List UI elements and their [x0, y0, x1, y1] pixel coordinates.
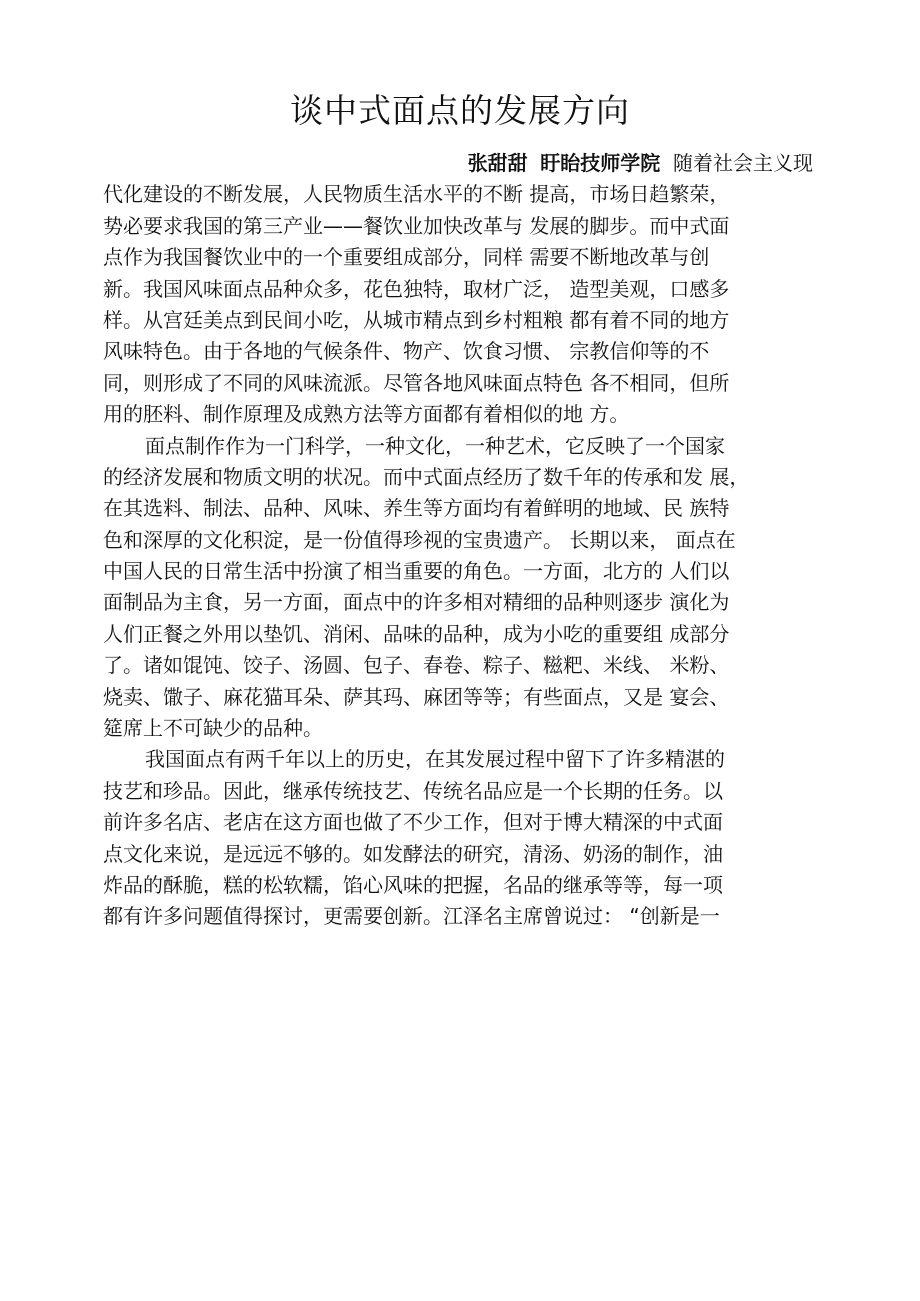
text-line: 筵席上不可缺少的品种。 [103, 716, 323, 741]
document-title: 谈中式面点的发展方向 [290, 91, 630, 130]
text-line: 炸品的酥脆，糕的松软糯，馅心风味的把握，名品的继承等等，每一项 [103, 872, 723, 897]
text-line: 人们正餐之外用以垫饥、消闲、品味的品种，成为小吃的重要组 成部分 [103, 621, 730, 646]
text-line: 点作为我国餐饮业中的一个重要组成部分，同样 需要不断地改革与创 [103, 245, 710, 270]
author-name: 张甜甜 [467, 151, 528, 175]
text-line: 样。从宫廷美点到民间小吃，从城市精点到乡村粗粮 都有着不同的地方 [103, 307, 730, 332]
text-line: 在其选料、制法、品种、风味、养生等方面均有着鲜明的地域、民 族特 [103, 496, 730, 521]
author-institution: 盱眙技师学院 [540, 151, 661, 175]
text-line: 同，则形成了不同的风味流派。尽管各地风味面点特色 各不相同，但所 [103, 370, 730, 395]
text-line: 用的胚料、制作原理及成熟方法等方面都有着相似的地 方。 [103, 402, 630, 427]
text-line: 中国人民的日常生活中扮演了相当重要的角色。一方面，北方的 人们以 [103, 559, 730, 584]
text-line: 了。诸如馄饨、饺子、汤圆、包子、春卷、粽子、糍粑、米线、 米粉、 [103, 653, 730, 678]
byline-line [103, 148, 843, 179]
text-line: 面制品为主食，另一方面，面点中的许多相对精细的品种则逐步 演化为 [103, 590, 730, 615]
lead-text: 随着社会主义现 [673, 151, 813, 175]
text-line: 新。我国风味面点品种众多，花色独特，取材广泛， 造型美观，口感多 [103, 276, 730, 301]
text-line: 代化建设的不断发展，人民物质生活水平的不断 提高，市场日趋繁荣， [103, 182, 730, 207]
text-line: 的经济发展和物质文明的状况。而中式面点经历了数千年的传承和发 展， [103, 464, 750, 489]
text-line: 点文化来说，是远远不够的。如发酵法的研究，清汤、奶汤的制作，油 [103, 841, 723, 866]
paragraph-first-line: 我国面点有两千年以上的历史，在其发展过程中留下了许多精湛的 [145, 747, 725, 772]
text-line: 都有许多问题值得探讨，更需要创新。江泽名主席曾说过： “创新是一 [103, 904, 720, 929]
paragraph-first-line: 面点制作作为一门科学，一种文化，一种艺术，它反映了一个国家 [145, 433, 725, 458]
text-line: 烧卖、馓子、麻花猫耳朵、萨其玛、麻团等等；有些面点，又是 宴会、 [103, 684, 730, 709]
text-line: 风味特色。由于各地的气候条件、物产、饮食习惯、 宗教信仰等的不 [103, 339, 710, 364]
text-line: 技艺和珍品。因此，继承传统技艺、传统名品应是一个长期的任务。以 [103, 778, 723, 803]
text-line: 前许多名店、老店在这方面也做了不少工作，但对于博大精深的中式面 [103, 810, 723, 835]
text-line: 势必要求我国的第三产业——餐饮业加快改革与 发展的脚步。而中式面 [103, 213, 730, 238]
text-line: 色和深厚的文化积淀，是一份值得珍视的宝贵遗产。 长期以来， 面点在 [103, 527, 736, 552]
document-body [103, 148, 843, 933]
